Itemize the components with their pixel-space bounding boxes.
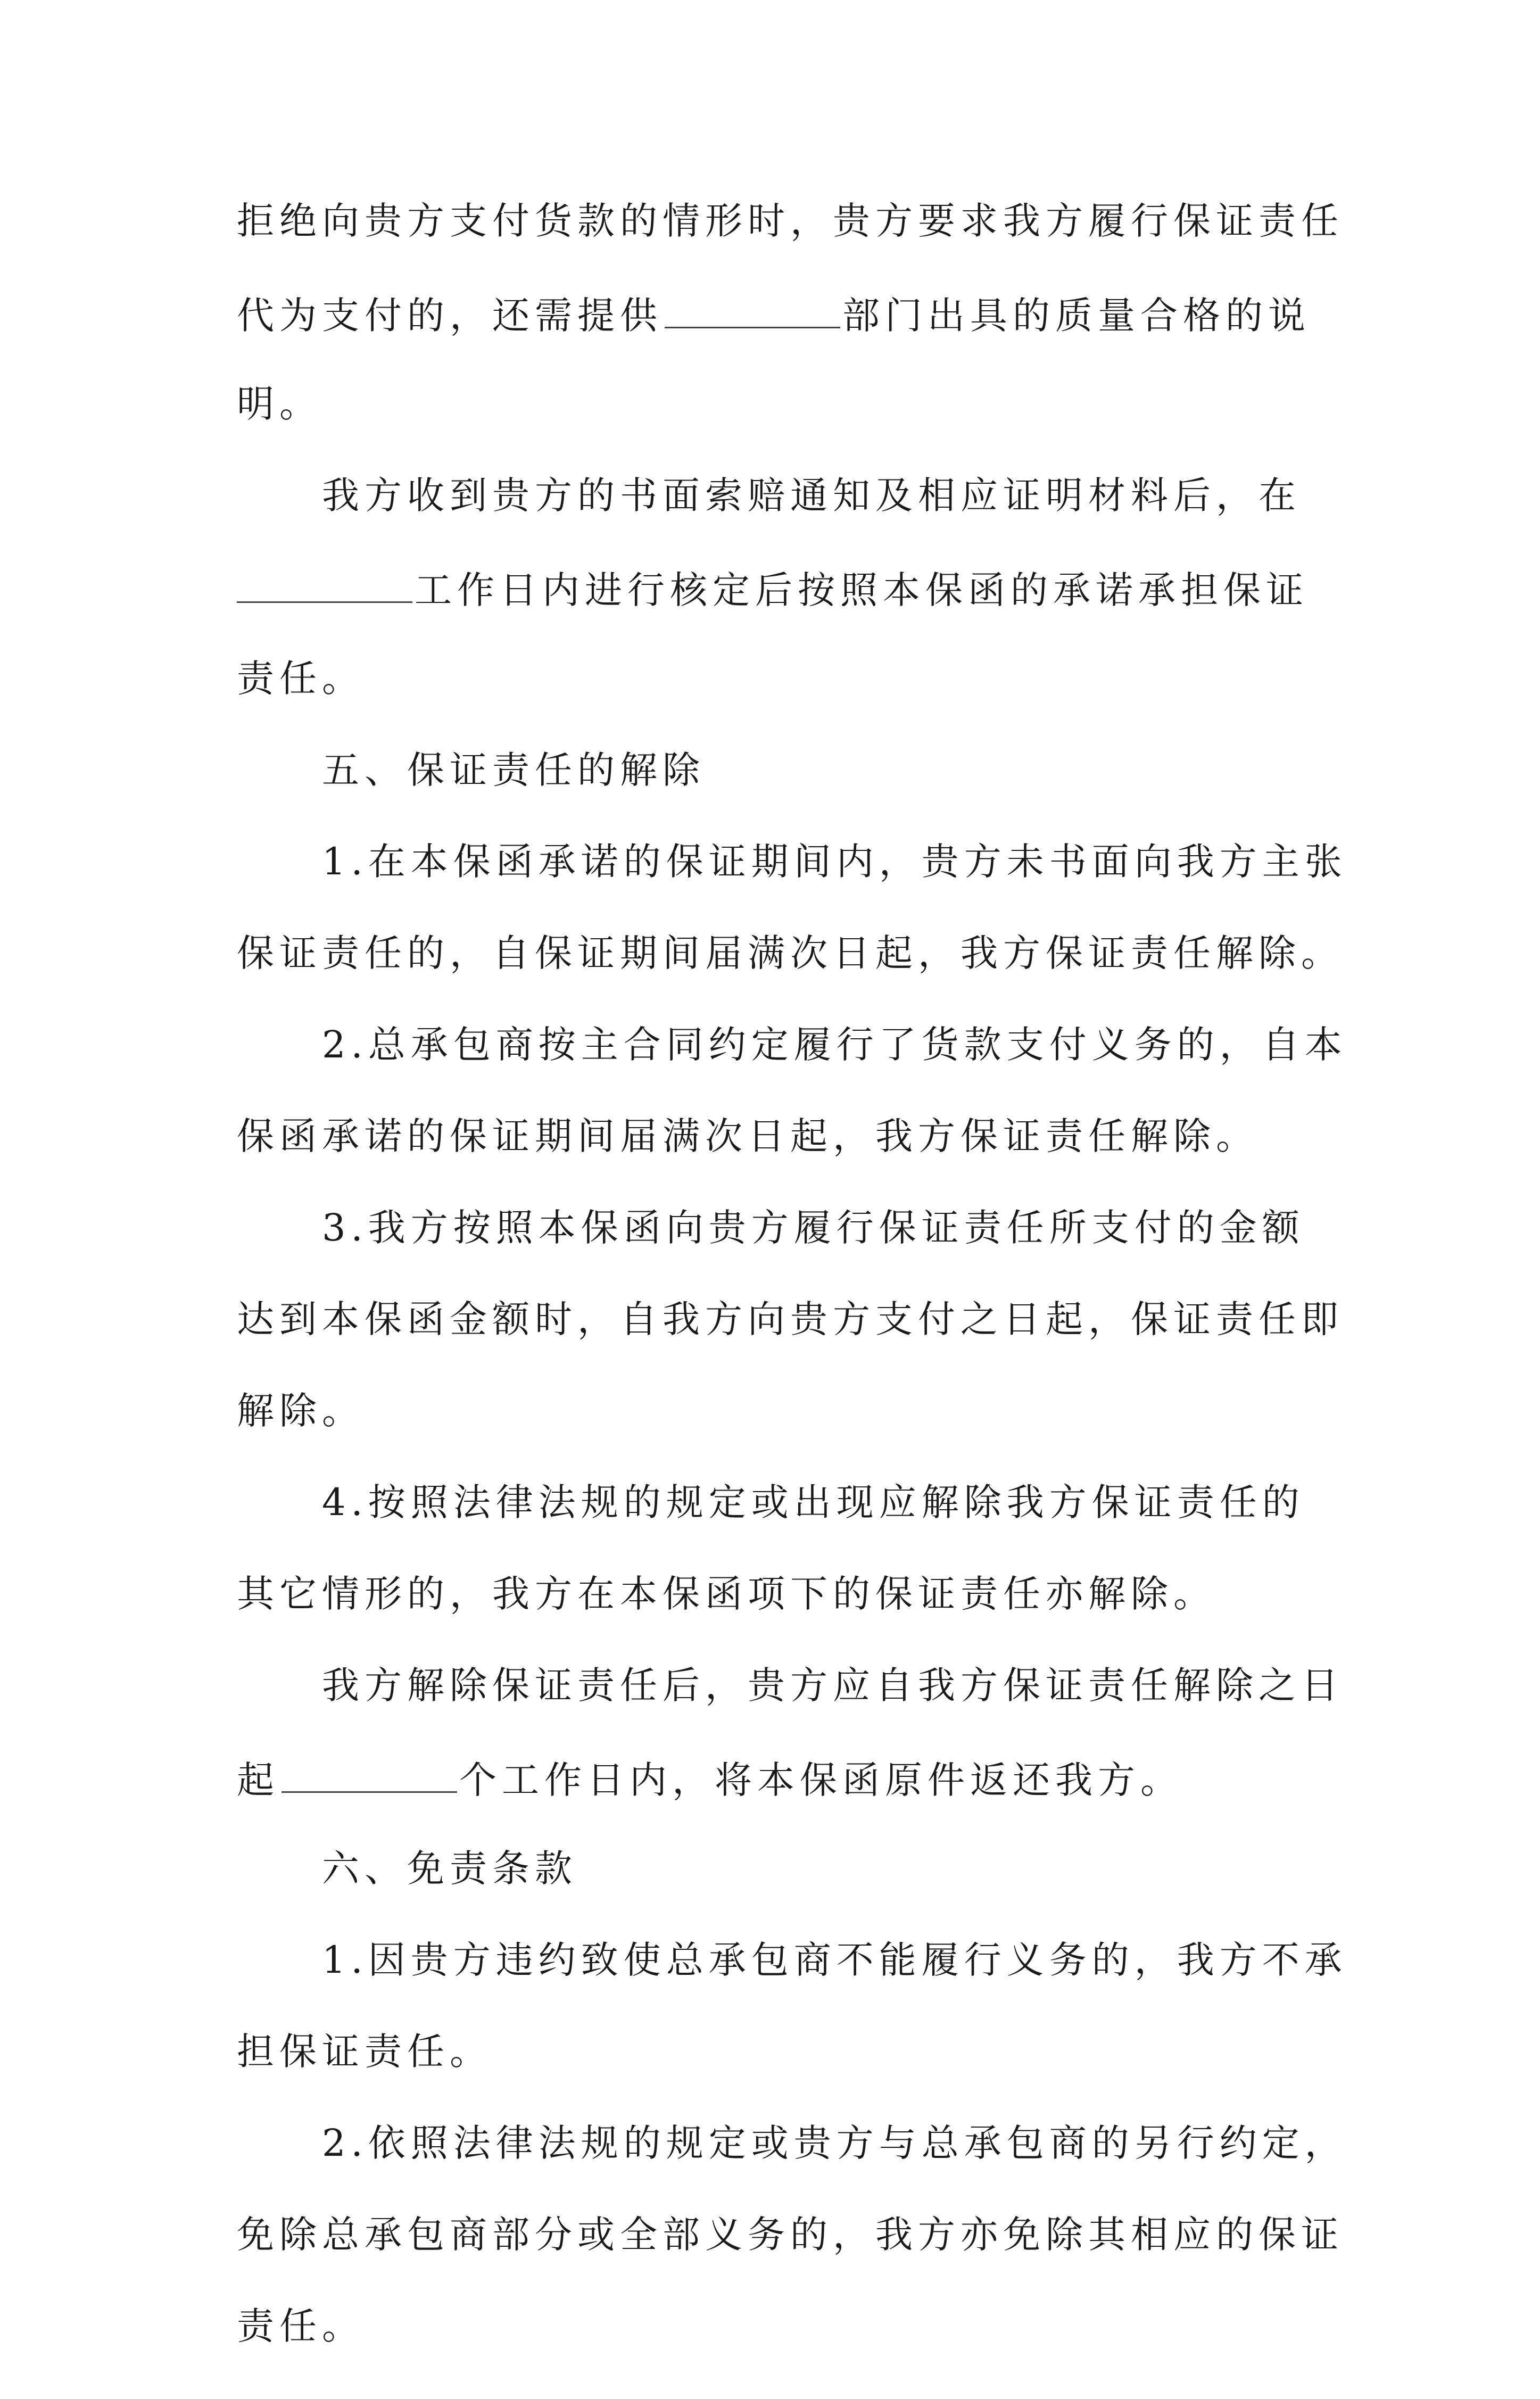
text-line: 其它情形的，我方在本保函项下的保证责任亦解除。 bbox=[237, 1572, 1216, 1616]
fill-in-blank bbox=[281, 1758, 457, 1793]
text-line: 担保证责任。 bbox=[237, 2030, 492, 2073]
text-line: 达到本保函金额时，自我方向贵方支付之日起，保证责任即 bbox=[237, 1297, 1344, 1341]
text-line: 3.我方按照本保函向贵方履行保证责任所支付的金额 bbox=[322, 1206, 1305, 1250]
fill-in-blank bbox=[665, 294, 840, 328]
text-line bbox=[237, 568, 1317, 612]
text-line: 解除。 bbox=[237, 1389, 365, 1433]
text-line: 2.总承包商按主合同约定履行了货款支付义务的，自本 bbox=[322, 1023, 1347, 1066]
text-line: 1.在本保函承诺的保证期间内，贵方未书面向我方主张 bbox=[322, 840, 1347, 883]
text-line: 我方收到贵方的书面索赔通知及相应证明材料后，在 bbox=[322, 474, 1301, 517]
text-line: 2.依照法律法规的规定或贵方与总承包商的另行约定， bbox=[322, 2121, 1347, 2165]
text-line: 责任。 bbox=[237, 2304, 365, 2348]
text-line: 4.按照法律法规的规定或出现应解除我方保证责任的 bbox=[322, 1480, 1305, 1524]
text-line bbox=[237, 1758, 1317, 1802]
text-line: 责任。 bbox=[237, 657, 365, 700]
document-page bbox=[237, 199, 1347, 2399]
section-heading: 五、保证责任的解除 bbox=[322, 748, 705, 792]
text-line: 免除总承包商部分或全部义务的，我方亦免除其相应的保证 bbox=[237, 2213, 1344, 2256]
text-line: 保证责任的，自保证期间届满次日起，我方保证责任解除。 bbox=[237, 931, 1344, 975]
text-line: 拒绝向贵方支付货款的情形时，贵方要求我方履行保证责任 bbox=[237, 199, 1344, 243]
text-segment: 代为支付的，还需提供 bbox=[237, 294, 663, 337]
text-line: 1.因贵方违约致使总承包商不能履行义务的，我方不承 bbox=[322, 1938, 1347, 1982]
text-segment: 个工作日内，将本保函原件返还我方。 bbox=[459, 1758, 1183, 1802]
text-line bbox=[237, 294, 1317, 337]
text-line: 保函承诺的保证期间届满次日起，我方保证责任解除。 bbox=[237, 1114, 1259, 1158]
text-line: 明。 bbox=[237, 382, 322, 426]
fill-in-blank bbox=[237, 568, 412, 603]
text-segment: 起 bbox=[237, 1758, 279, 1802]
text-segment: 工作日内进行核定后按照本保函的承诺承担保证 bbox=[415, 568, 1309, 612]
section-heading: 六、免责条款 bbox=[322, 1847, 577, 1890]
text-segment: 部门出具的质量合格的说 bbox=[842, 294, 1311, 337]
text-line: 我方解除保证责任后，贵方应自我方保证责任解除之日 bbox=[322, 1664, 1344, 1707]
